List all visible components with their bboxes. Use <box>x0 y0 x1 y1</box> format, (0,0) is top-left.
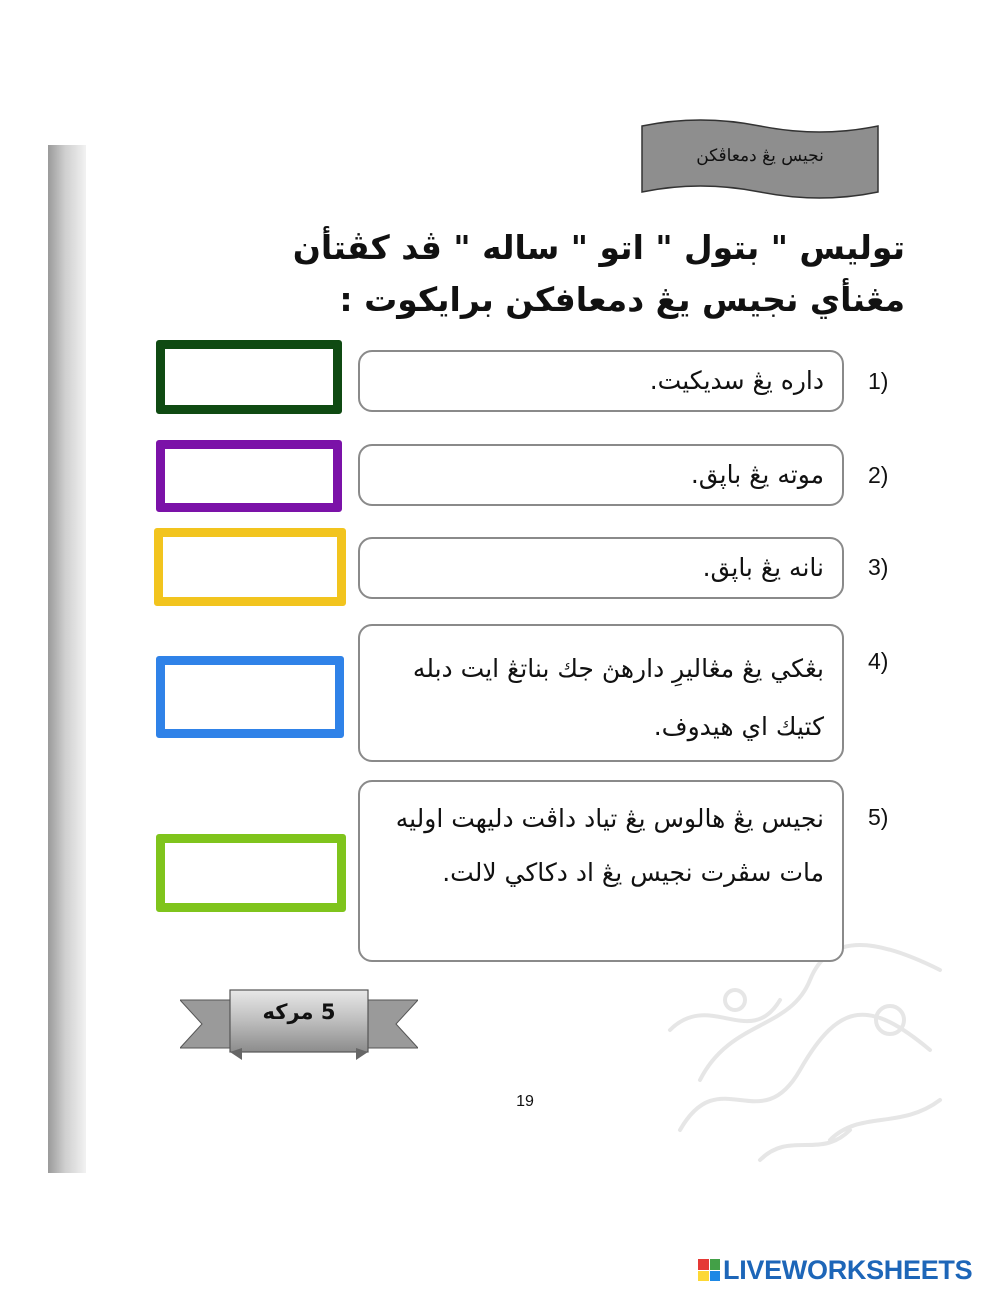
question-text-1: داره يڠ سديكيت. <box>649 366 824 395</box>
marks-ribbon <box>180 986 418 1062</box>
question-text-2: موته يڠ باڽق. <box>690 460 824 489</box>
answer-box-3[interactable] <box>154 528 346 606</box>
question-number-2: 2) <box>868 462 889 488</box>
ribbon-shape <box>180 986 418 1062</box>
question-text-5: نجيس يڠ هالوس يڠ تياد داڤت دليهت اوليه مات سڤرت نجيس يڠ اد دكاكي لالت. <box>395 804 824 887</box>
page-binding-shadow <box>48 145 86 1173</box>
answer-box-2[interactable] <box>156 440 342 512</box>
header-banner <box>640 118 880 204</box>
banner-title: نجيس يڠ دمعاڤكن <box>696 146 824 166</box>
brand-logo-icon <box>698 1259 720 1281</box>
question-box-1 <box>358 350 844 412</box>
instruction-text: توليس " بتول " اتو " ساله " ڤد كڤتأن مڠنأي نجيس يڠ دمعافكن برايكوت : <box>292 228 905 319</box>
question-number-3: 3) <box>868 554 889 580</box>
question-box-2 <box>358 444 844 506</box>
liveworksheets-brand[interactable] <box>698 1255 972 1285</box>
question-text-4: بڠكي يڠ مڠاليرِ دارهڽ جك بناتڠ ايت دبله كتيك اي هيدوف. <box>412 654 824 741</box>
question-number-5: 5) <box>868 804 889 830</box>
question-box-4 <box>358 624 844 762</box>
question-number-1: 1) <box>868 368 889 394</box>
answer-box-5[interactable] <box>156 834 346 912</box>
question-text-3: نانه يڠ باڽق. <box>702 553 824 582</box>
page-number: 19 <box>516 1093 534 1110</box>
marks-label: 5 مركه <box>262 1000 336 1024</box>
answer-box-4[interactable] <box>156 656 344 738</box>
question-number-4: 4) <box>868 648 889 674</box>
question-box-5 <box>358 780 844 962</box>
answer-box-1[interactable] <box>156 340 342 414</box>
brand-name: LIVEWORKSHEETS <box>723 1254 973 1285</box>
question-box-3 <box>358 537 844 599</box>
